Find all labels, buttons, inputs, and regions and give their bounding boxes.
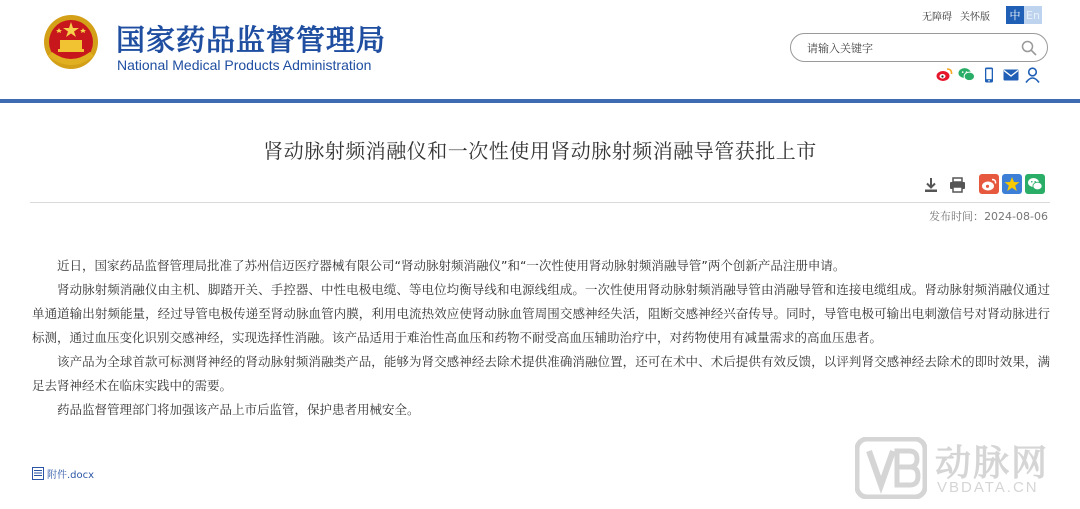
attachment-label[interactable]: 附件.docx xyxy=(47,470,95,481)
publish-date-value: 2024-08-06 xyxy=(984,210,1048,223)
site-name-en[interactable]: National Medical Products Administration xyxy=(117,57,372,73)
mail-icon[interactable] xyxy=(1002,66,1019,83)
site-header xyxy=(0,0,1080,100)
language-switch xyxy=(1006,6,1042,24)
article-body xyxy=(32,254,1050,422)
lang-cn-button[interactable]: 中 xyxy=(1006,6,1024,24)
top-links xyxy=(922,6,1042,24)
attachment-link[interactable] xyxy=(32,466,94,481)
article-tools xyxy=(922,176,966,194)
user-icon[interactable] xyxy=(1024,66,1041,83)
document-icon xyxy=(32,467,44,480)
article-share-bar xyxy=(979,174,1045,194)
download-icon[interactable] xyxy=(922,176,940,194)
wechat-share-icon[interactable] xyxy=(1025,174,1045,194)
search-icon[interactable] xyxy=(1021,40,1037,56)
paragraph: 该产品为全球首款可标测肾神经的肾动脉射频消融类产品，能够为肾交感神经去除术提供准确消融位置，还可在术中、术后提供有效反馈，以评判肾交感神经去除术的即时效果，满足去肾神经术在临床实践中的需要。 xyxy=(32,354,1050,393)
publish-date-label: 发布时间： xyxy=(929,210,985,223)
print-icon[interactable] xyxy=(948,176,966,194)
national-emblem-icon[interactable] xyxy=(42,12,100,72)
mobile-icon[interactable] xyxy=(980,66,997,83)
meta-divider xyxy=(30,202,1050,203)
publish-date xyxy=(929,208,1048,224)
search-input[interactable] xyxy=(807,39,1007,57)
care-mode-link[interactable]: 关怀版 xyxy=(960,11,990,23)
paragraph: 近日，国家药品监督管理局批准了苏州信迈医疗器械有限公司“肾动脉射频消融仪”和“一次性使用肾动脉射频消融导管”两个创新产品注册申请。 xyxy=(57,258,846,273)
watermark-en: VBDATA.CN xyxy=(937,479,1039,496)
lang-en-button[interactable]: En xyxy=(1024,6,1042,24)
watermark-cn: 动脉网 xyxy=(935,443,1050,484)
paragraph: 药品监督管理部门将加强该产品上市后监管，保护患者用械安全。 xyxy=(57,402,420,417)
weibo-share-icon[interactable] xyxy=(979,174,999,194)
paragraph: 肾动脉射频消融仪由主机、脚踏开关、手控器、中性电极电缆、等电位均衡导线和电源线组成。一次性使用肾动脉射频消融导管由消融导管和连接电缆组成。肾动脉射频消融仪通过单通道输出射频能量，经过导管电极传递至肾动脉血管内膜，利用电流热效应使肾动脉血管周围交感神经失活，阻断交感神经兴奋传导。同时，导管电极可输出电刺激信号对肾动脉进行标测，通过血压变化识别交感神经，实现选择性消融。该产品适用于难治性高血压和药物不耐受高血压辅助治疗中，对药物使用有减量需求的高血压患者。 xyxy=(32,282,1050,345)
article-title: 肾动脉射频消融仪和一次性使用肾动脉射频消融导管获批上市 xyxy=(263,139,817,163)
site-name-cn[interactable]: 国家药品监督管理局 xyxy=(116,23,387,57)
header-divider xyxy=(0,99,1080,103)
accessibility-link[interactable]: 无障碍 xyxy=(922,11,952,23)
watermark xyxy=(855,435,1070,501)
search-box xyxy=(790,33,1048,62)
wechat-icon[interactable] xyxy=(958,66,975,83)
header-share-bar xyxy=(936,66,1041,83)
weibo-icon[interactable] xyxy=(936,66,953,83)
qzone-share-icon[interactable] xyxy=(1002,174,1022,194)
watermark-logo-icon xyxy=(855,437,927,499)
